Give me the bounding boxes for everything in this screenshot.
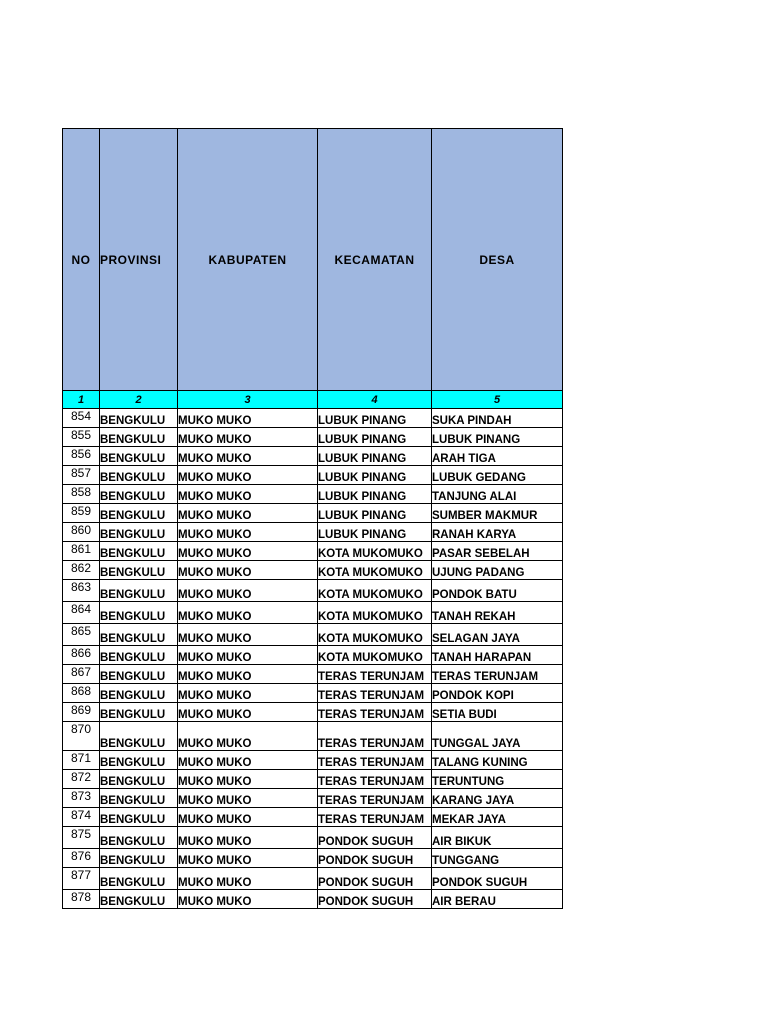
table-row [63, 868, 563, 890]
village-table [62, 128, 563, 909]
cell-kecamatan: LUBUK PINANG [318, 485, 432, 504]
cell-provinsi: BENGKULU [100, 684, 178, 703]
table-row [63, 722, 563, 751]
cell-kabupaten: MUKO MUKO [178, 523, 318, 542]
cell-desa: TANAH HARAPAN [432, 646, 563, 665]
header-row [63, 129, 563, 391]
header-kabupaten: KABUPATEN [178, 129, 318, 391]
table-body [63, 409, 563, 909]
table-row [63, 827, 563, 849]
header-kecamatan: KECAMATAN [318, 129, 432, 391]
cell-kabupaten: MUKO MUKO [178, 580, 318, 602]
cell-desa: TALANG KUNING [432, 751, 563, 770]
cell-no: 876 [63, 849, 100, 868]
cell-desa: LUBUK GEDANG [432, 466, 563, 485]
table-row [63, 542, 563, 561]
cell-desa: TUNGGANG [432, 849, 563, 868]
cell-kecamatan: KOTA MUKOMUKO [318, 580, 432, 602]
table-row [63, 684, 563, 703]
cell-no: 873 [63, 789, 100, 808]
cell-no: 877 [63, 868, 100, 890]
cell-kabupaten: MUKO MUKO [178, 770, 318, 789]
cell-desa: TANAH REKAH [432, 602, 563, 624]
table-row [63, 849, 563, 868]
cell-no: 872 [63, 770, 100, 789]
cell-kecamatan: LUBUK PINANG [318, 428, 432, 447]
cell-desa: AIR BIKUK [432, 827, 563, 849]
cell-desa: RANAH KARYA [432, 523, 563, 542]
cell-kabupaten: MUKO MUKO [178, 466, 318, 485]
cell-kabupaten: MUKO MUKO [178, 542, 318, 561]
table-row [63, 466, 563, 485]
table-row [63, 770, 563, 789]
cell-kecamatan: LUBUK PINANG [318, 523, 432, 542]
table-row [63, 665, 563, 684]
cell-provinsi: BENGKULU [100, 789, 178, 808]
table-row [63, 703, 563, 722]
cell-kecamatan: KOTA MUKOMUKO [318, 646, 432, 665]
cell-desa: PONDOK BATU [432, 580, 563, 602]
cell-kabupaten: MUKO MUKO [178, 808, 318, 827]
cell-provinsi: BENGKULU [100, 890, 178, 909]
cell-no: 855 [63, 428, 100, 447]
cell-kabupaten: MUKO MUKO [178, 447, 318, 466]
column-number-row [63, 391, 563, 409]
cell-no: 868 [63, 684, 100, 703]
cell-no: 867 [63, 665, 100, 684]
cell-kecamatan: LUBUK PINANG [318, 466, 432, 485]
cell-kabupaten: MUKO MUKO [178, 789, 318, 808]
table-row [63, 751, 563, 770]
cell-kecamatan: TERAS TERUNJAM [318, 665, 432, 684]
cell-no: 866 [63, 646, 100, 665]
cell-kabupaten: MUKO MUKO [178, 722, 318, 751]
table-row [63, 504, 563, 523]
cell-provinsi: BENGKULU [100, 485, 178, 504]
cell-kecamatan: TERAS TERUNJAM [318, 751, 432, 770]
cell-kabupaten: MUKO MUKO [178, 868, 318, 890]
table-row [63, 580, 563, 602]
cell-kabupaten: MUKO MUKO [178, 409, 318, 428]
cell-kecamatan: TERAS TERUNJAM [318, 703, 432, 722]
cell-provinsi: BENGKULU [100, 646, 178, 665]
table-row [63, 523, 563, 542]
table-row [63, 561, 563, 580]
cell-provinsi: BENGKULU [100, 849, 178, 868]
cell-provinsi: BENGKULU [100, 580, 178, 602]
table-row [63, 485, 563, 504]
cell-provinsi: BENGKULU [100, 665, 178, 684]
cell-provinsi: BENGKULU [100, 504, 178, 523]
cell-kabupaten: MUKO MUKO [178, 684, 318, 703]
cell-kecamatan: LUBUK PINANG [318, 504, 432, 523]
cell-no: 864 [63, 602, 100, 624]
cell-no: 874 [63, 808, 100, 827]
cell-kabupaten: MUKO MUKO [178, 890, 318, 909]
cell-kecamatan: LUBUK PINANG [318, 409, 432, 428]
cell-desa: ARAH TIGA [432, 447, 563, 466]
cell-provinsi: BENGKULU [100, 523, 178, 542]
cell-kabupaten: MUKO MUKO [178, 646, 318, 665]
cell-kecamatan: KOTA MUKOMUKO [318, 602, 432, 624]
cell-provinsi: BENGKULU [100, 722, 178, 751]
cell-no: 856 [63, 447, 100, 466]
cell-no: 871 [63, 751, 100, 770]
cell-kecamatan: LUBUK PINANG [318, 447, 432, 466]
column-number: 1 [63, 391, 100, 409]
table-row [63, 428, 563, 447]
cell-no: 859 [63, 504, 100, 523]
cell-desa: TANJUNG ALAI [432, 485, 563, 504]
cell-no: 870 [63, 722, 100, 751]
cell-desa: SUMBER MAKMUR [432, 504, 563, 523]
cell-desa: MEKAR JAYA [432, 808, 563, 827]
cell-desa: AIR BERAU [432, 890, 563, 909]
cell-provinsi: BENGKULU [100, 428, 178, 447]
cell-desa: PASAR SEBELAH [432, 542, 563, 561]
cell-kecamatan: TERAS TERUNJAM [318, 789, 432, 808]
cell-no: 869 [63, 703, 100, 722]
cell-kabupaten: MUKO MUKO [178, 703, 318, 722]
cell-provinsi: BENGKULU [100, 602, 178, 624]
cell-no: 875 [63, 827, 100, 849]
cell-kabupaten: MUKO MUKO [178, 602, 318, 624]
cell-desa: TERAS TERUNJAM [432, 665, 563, 684]
cell-kabupaten: MUKO MUKO [178, 561, 318, 580]
table-row [63, 789, 563, 808]
cell-no: 863 [63, 580, 100, 602]
cell-provinsi: BENGKULU [100, 542, 178, 561]
cell-desa: UJUNG PADANG [432, 561, 563, 580]
header-no: NO [63, 129, 100, 391]
cell-provinsi: BENGKULU [100, 808, 178, 827]
column-number: 2 [100, 391, 178, 409]
table-row [63, 447, 563, 466]
cell-kabupaten: MUKO MUKO [178, 849, 318, 868]
cell-desa: PONDOK KOPI [432, 684, 563, 703]
cell-kecamatan: TERAS TERUNJAM [318, 684, 432, 703]
cell-kecamatan: PONDOK SUGUH [318, 827, 432, 849]
table-row [63, 890, 563, 909]
cell-desa: KARANG JAYA [432, 789, 563, 808]
column-number: 4 [318, 391, 432, 409]
cell-kecamatan: KOTA MUKOMUKO [318, 542, 432, 561]
cell-desa: SUKA PINDAH [432, 409, 563, 428]
cell-desa: SELAGAN JAYA [432, 624, 563, 646]
cell-kecamatan: KOTA MUKOMUKO [318, 561, 432, 580]
cell-kabupaten: MUKO MUKO [178, 504, 318, 523]
table-row [63, 646, 563, 665]
cell-kabupaten: MUKO MUKO [178, 428, 318, 447]
cell-kecamatan: TERAS TERUNJAM [318, 722, 432, 751]
cell-desa: PONDOK SUGUH [432, 868, 563, 890]
header-desa: DESA [432, 129, 563, 391]
cell-kecamatan: PONDOK SUGUH [318, 890, 432, 909]
cell-no: 878 [63, 890, 100, 909]
cell-kabupaten: MUKO MUKO [178, 751, 318, 770]
cell-provinsi: BENGKULU [100, 561, 178, 580]
cell-kecamatan: PONDOK SUGUH [318, 849, 432, 868]
cell-kabupaten: MUKO MUKO [178, 827, 318, 849]
cell-desa: TERUNTUNG [432, 770, 563, 789]
cell-no: 857 [63, 466, 100, 485]
column-number: 3 [178, 391, 318, 409]
cell-no: 862 [63, 561, 100, 580]
header-provinsi: PROVINSI [100, 129, 178, 391]
table-row [63, 624, 563, 646]
cell-no: 854 [63, 409, 100, 428]
cell-provinsi: BENGKULU [100, 624, 178, 646]
cell-desa: TUNGGAL JAYA [432, 722, 563, 751]
cell-provinsi: BENGKULU [100, 409, 178, 428]
cell-desa: SETIA BUDI [432, 703, 563, 722]
cell-kecamatan: TERAS TERUNJAM [318, 808, 432, 827]
cell-no: 860 [63, 523, 100, 542]
cell-desa: LUBUK PINANG [432, 428, 563, 447]
cell-kabupaten: MUKO MUKO [178, 485, 318, 504]
cell-provinsi: BENGKULU [100, 827, 178, 849]
cell-provinsi: BENGKULU [100, 466, 178, 485]
cell-kecamatan: TERAS TERUNJAM [318, 770, 432, 789]
cell-kecamatan: PONDOK SUGUH [318, 868, 432, 890]
cell-kabupaten: MUKO MUKO [178, 624, 318, 646]
column-number: 5 [432, 391, 563, 409]
cell-provinsi: BENGKULU [100, 868, 178, 890]
cell-no: 858 [63, 485, 100, 504]
table-row [63, 808, 563, 827]
cell-provinsi: BENGKULU [100, 703, 178, 722]
cell-provinsi: BENGKULU [100, 447, 178, 466]
cell-no: 861 [63, 542, 100, 561]
table-row [63, 409, 563, 428]
table-row [63, 602, 563, 624]
cell-provinsi: BENGKULU [100, 770, 178, 789]
cell-kecamatan: KOTA MUKOMUKO [318, 624, 432, 646]
cell-provinsi: BENGKULU [100, 751, 178, 770]
cell-no: 865 [63, 624, 100, 646]
cell-kabupaten: MUKO MUKO [178, 665, 318, 684]
